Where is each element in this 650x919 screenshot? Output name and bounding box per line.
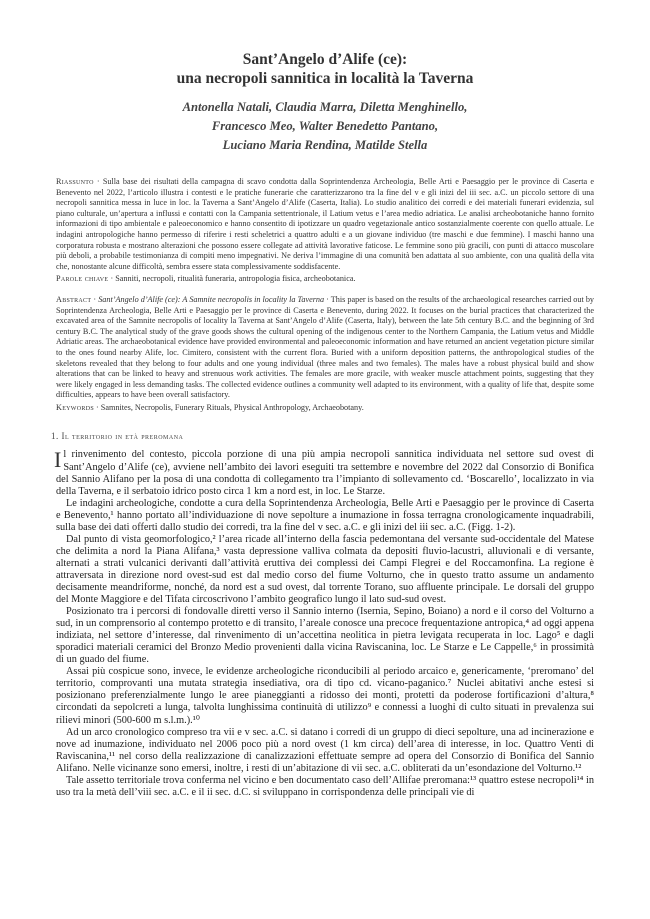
paragraph-7: Tale assetto territoriale trova conferma nel vicino e ben documentato caso dell’Allifae preromana:¹³ quattro estese necropoli¹⁴ in uso tra la metà dell’viii sec. a.C. e il ii sec. d.C. si sviluppano in corrispondenza delle principali vie di [56,774,594,798]
riassunto [56,177,594,272]
authors-line-2: Francesco Meo, Walter Benedetto Pantano, [211,119,439,133]
paragraph-6: Ad un arco cronologico compreso tra vii e v sec. a.C. si datano i corredi di un gruppo di dieci sepolture, una ad incinerazione e nove ad inumazione, individuato nel 2006 poco più a nord ovest (1 km circa) dell’area di interesse, in loc. Quattro Venti di Raviscanina,¹¹ nel corso della realizzazione di canalizzazioni effettuate sempre ad opera del Consorzio di Bonifica del Sannio Alifano. Nelle vicinanze sono emersi, inoltre, i resti di un’abitazione di vii sec. a.C. obliterati da un’esondazione del Volturno.¹² [56,726,594,774]
authors [56,98,594,155]
riassunto-text: · Sulla base dei risultati della campagna di scavo condotta dalla Soprintendenza Archeologia, Belle Arti e Paesaggio per le province di Caserta e Benevento nel 2022, l’articolo illustra i contesti e le pratiche funerarie che caratterizzarono tra la fine del v e gli inizi del iii sec. a.C. un piccolo settore di una necropoli sannitica messa in luce in loc. la Taverna a Sant’Angelo d’Alife (Caserta, Italia). Lo studio analitico dei corredi e dei materiali funerari evidenzia, sul piano culturale, un’apertura a influssi e contatti con la Campania settentrionale, il Latium vetus e l’area medio adriatica. Le analisi archeobotaniche hanno fornito informazioni di tipo ambientale e paleoeconomico e hanno consentito di ipotizzare un quadro vegetazionale antico sostanzialmente coerente con quello attuale. Le indagini antropologiche hanno permesso di riferire i resti scheletrici a quattro adulti e a un giovane individuo (tre maschi e due femmine). I maschi hanno una corporatura robusta e mostrano alterazioni che possono essere collegate ad attività lavorative faticose. Le femmine sono più gracili, con punti di attacco muscolare più deboli, a probabile testimonianza di compiti meno impegnativi. Ne deriva l’immagine di una comunità ben adattata al suo ambiente, con una qualità della vita che, nonostante alcune difficoltà, sembra essere stata complessivamente soddisfacente. [56,177,594,271]
article-page [51,50,595,799]
authors-line-1: Antonella Natali, Claudia Marra, Diletta Menghinello, [182,100,468,114]
drop-cap: I [54,447,62,473]
section-heading: 1. Il territorio in età preromana [51,431,184,442]
abstract-label: Abstract [56,294,92,304]
title-line-1: Sant’Angelo d’Alife (ce): [242,51,408,68]
parole-label: Parole chiave [56,274,109,284]
keywords-text: · Samnites, Necropolis, Funerary Rituals, Physical Anthropology, Archaeobotany. [93,402,364,412]
abstract-title: Sant’Angelo d’Alife (ce): A Samnite necropolis in locality la Taverna [98,294,325,304]
keywords [56,403,594,414]
title-line-2: una necropoli sannitica in località la Taverna [176,70,474,87]
parole-text: · Sanniti, necropoli, ritualità funeraria, antropologia fisica, archeobotanica. [108,274,356,284]
abstract: Abstract · Sant’Angelo d’Alife (ce): A Samnite necropolis in locality la Taverna · This paper is based on the results of the archaeological researches carried out by Soprintendenza Archeologia, Belle Arti e Paesaggio per le province di Caserta e Benevento, during 2022. It focuses on the burial practices that characterized the excavated area of the Samnite necropolis of locality la Taverna at Sant’Angelo d’Alife (Caserta, Italy), between the late 5th century B.C. and the beginning of 3rd century B.C. The analytical study of the grave goods shows the cultural opening of the indigenous center to the Northern Campania, the Latium vetus and Middle Adriatic areas. The archaeobotanical evidence have provided environmental and paleoeconomic information and have returned an ancient vegetation picture similar to the ones found nearby Alife, loc. Cimitero, consistent with the current flora. Buried with a uniform deposition patterns, the anthropological studies of the skeletons revealed that they belong to four adults and one young individual (three males and two females). The males have a robust physical build and show alterations that can be linked to heavy and strenuous work activities. The females are more gracile, with weaker muscle attachment points, suggesting that they were likely engaged in less demanding tasks. The collected evidence outlines a community well adapted to its environment, with a quality of life that, despite some difficulties, appears to have been overall satisfactory. [56,294,595,400]
keywords-label: Keywords [56,402,94,412]
authors-line-3: Luciano Maria Rendina, Matilde Stella [222,138,428,152]
paragraph-4: Posizionato tra i percorsi di fondovalle diretti verso il Sannio interno (Isernia, Sepino, Boiano) a nord e il corso del Volturno a sud, in un comprensorio al contempo protetto e di transito, l’areale conosce una precoce frequentazione antropica,⁴ ad oggi appena indiziata, nel settore d’interesse, dal rinvenimento di un’accettina neolitica in pietra levigata recuperata in loc. Lago⁵ e dagli sporadici materiali ceramici del Bronzo Medio provenienti dalla vicina Raviscanina, loc. Le Starze e Le Cappelle,⁶ in prossimità di un guado del fiume. [56,606,594,666]
paragraph-2: Le indagini archeologiche, condotte a cura della Soprintendenza Archeologia, Belle Arti e Paesaggio per le province di Caserta e Benevento,¹ hanno portato all’individuazione di nove sepolture a inumazione in fossa terragna cronologicamente inquadrabili, sulla base dei dati offerti dallo studio dei corredi, tra la fine del v sec. a.C. e gli inizi del iii sec. a.C. (Figg. 1-2). [56,497,594,533]
paragraph-1-text: l rinvenimento del contesto, piccola porzione di una più ampia necropoli sannitica individuata nel settore sud ovest di Sant’Angelo d’Alife (ce), avviene nell’ambito dei lavori eseguiti tra settembre e novembre del 2022 dal Consorzio di Bonifica del Sannio Alifano per la posa di una condotta di collegamento tra l’impianto di sollevamento cd. ‘Boscarello’, localizzato in via della Taverna, e il serbatoio idrico posto circa 1 km a nord est, in loc. Le Starze. [56,449,594,497]
article-title [56,50,594,88]
body-text [56,449,594,798]
abstract-text: · This paper is based on the results of the archaeological researches carried out by Soprintendenza Archeologia, Belle Arti e Paesaggio per le province di Caserta e Benevento, during 2022. It focuses on the burial practices that characterized the excavated area of the Samnite necropolis of locality la Taverna at Sant’Angelo d’Alife (Caserta, Italy), between the late 5th century B.C. and the beginning of 3rd century B.C. The analytical study of the grave goods shows the cultural opening of the indigenous center to the Northern Campania, the Latium vetus and Middle Adriatic areas. The archaeobotanical evidence have provided environmental and paleoeconomic information and have returned an ancient vegetation picture similar to the ones found nearby Alife, loc. Cimitero, consistent with the current flora. Buried with a uniform deposition patterns, the anthropological studies of the skeletons revealed that they belong to four adults and one young individual (three males and two females). The males have a robust physical build and show alterations that can be linked to heavy and strenuous work activities. The females are more gracile, with weaker muscle attachment points, suggesting that they were likely engaged in less demanding tasks. The collected evidence outlines a community well adapted to its environment, with a quality of life that, despite some difficulties, appears to have been overall satisfactory. [56,294,595,400]
parole-chiave [56,274,594,285]
paragraph-5: Assai più cospicue sono, invece, le evidenze archeologiche riconducibili al periodo arcaico e, genericamente, ‘preromano’ del territorio, comprovanti una mutata strategia insediativa, ora di tipo cd. vicano-paganico.⁷ Nuclei abitativi anche estesi si posizionano preferenzialmente lungo le aree pianeggianti a ridosso dei monti, protetti da poderose fortificazioni d’altura,⁸ circondati da sepolcreti a lunga, talvolta lunghissima continuità di utilizzo⁹ e connessi a luoghi di culto situati in prevalenza sui rilievi minori (500-600 m s.l.m.).¹⁰ [56,666,594,726]
paragraph-3: Dal punto di vista geomorfologico,² l’area ricade all’interno della fascia pedemontana del versante sud-occidentale del Matese che delimita a nord la Piana Alifana,³ vasta depressione valliva colmata da depositi fluvio-lacustri, alluvionali e di versante, alternati a strati vulcanici derivanti dall’attività eruttiva dei complessi dei Campi Flegrei e del Roccamonfina. La regione è attraversata in direzione nord ovest-sud est dal medio corso del fiume Volturno, che in questo tratto assume un andamento decisamente meandriforme, nonché, da nord est a sud ovest, dal torrente Torano, suo affluente principale. Le dorsali del gruppo del Monte Maggiore e del Tifata circoscrivono l’ambito geografico lungo il lato sud-sud ovest. [56,533,594,606]
paragraph-1 [56,449,594,497]
riassunto-label: Riassunto [56,177,94,186]
